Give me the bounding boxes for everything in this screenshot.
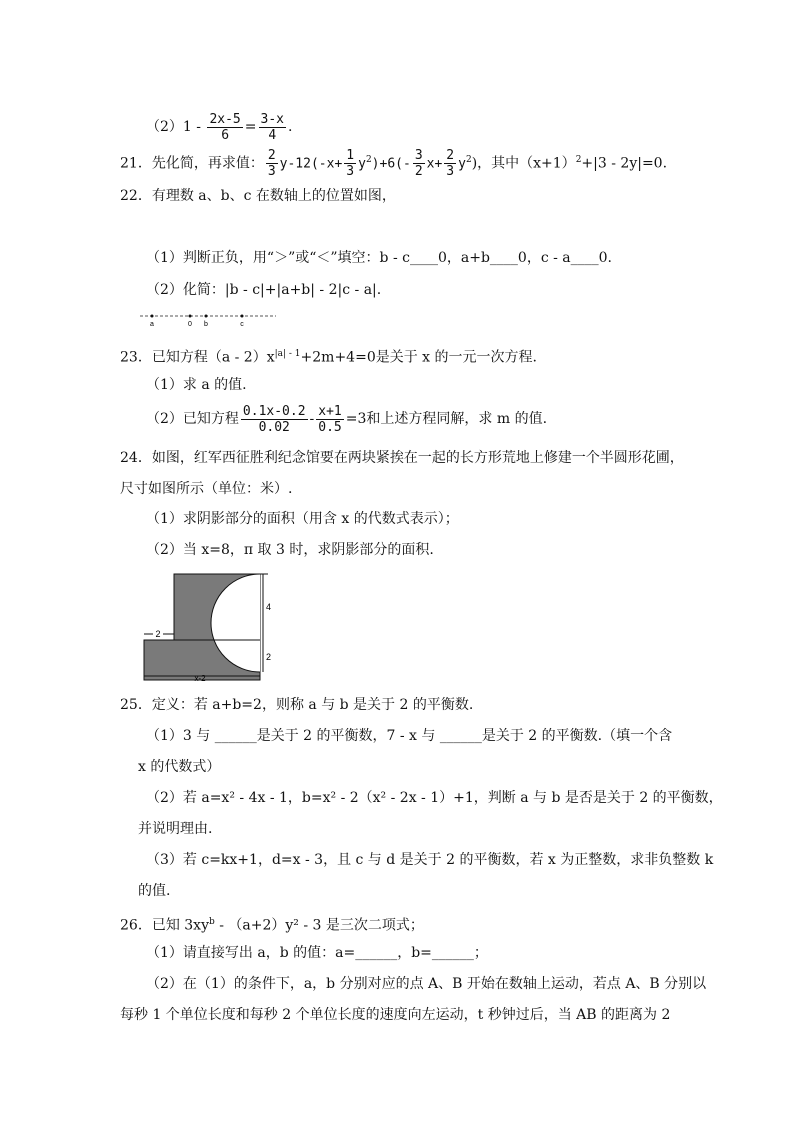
q25-line6: （3）若 c=kx+1，d=x - 3，且 c 与 d 是关于 2 的平衡数，若 x 为正整数，求非负整数 k bbox=[146, 852, 714, 868]
dim-label-bottom-right: 2 bbox=[266, 652, 272, 662]
axis-label-c: c bbox=[240, 321, 244, 328]
number-line-figure bbox=[138, 308, 278, 330]
q23-part1: （1）求 a 的值. bbox=[146, 377, 247, 393]
q26-line2: （1）请直接写出 a，b 的值：a=______，b=______； bbox=[146, 945, 488, 961]
q22-part1: （1）判断正负，用“＞”或“＜”填空：b - c____0，a+b____0，c - a____0. bbox=[146, 250, 612, 266]
q24-part1: （1）求阴影部分的面积（用含 x 的代数式表示）； bbox=[146, 511, 459, 527]
q22-part2: （2）化简：|b - c|+|a+b| - 2|c - a|. bbox=[146, 282, 382, 298]
dim-label-bottom: x-2 bbox=[194, 674, 206, 683]
q25-line3: x 的代数式） bbox=[138, 759, 221, 775]
q26-line4: 每秒 1 个单位长度和每秒 2 个单位长度的速度向左运动，t 秒钟过后，当 AB 的距离为 2 bbox=[120, 1007, 671, 1023]
q23-title: 23．已知方程$(a - 2)x^{|a| - 1}+2m+4=0$是关于 x 的一元一次方程. bbox=[120, 349, 537, 366]
fraction: $\frac{3-x}{4}$ bbox=[260, 111, 284, 143]
garden-figure bbox=[140, 568, 270, 682]
q25-line4: （2）若 a=x² - 4x - 1，b=x² - 2（x² - 2x - 1）+1，判断 a 与 b 是否是关于 2 的平衡数， bbox=[146, 790, 723, 806]
fraction: $\frac{2x-5}{6}$ bbox=[209, 111, 241, 143]
axis-label-a: a bbox=[150, 321, 154, 328]
q26-line3: （2）在（1）的条件下，a，b 分别对应的点 A、B 开始在数轴上运动，若点 A、B 分别以 bbox=[146, 976, 707, 992]
q25-line2: （1）3 与 ______是关于 2 的平衡数，7 - x 与 ______是关于 2 的平衡数.（填一个含 bbox=[146, 728, 673, 744]
q24-part2: （2）当 x=8，π 取 3 时，求阴影部分的面积. bbox=[146, 542, 434, 558]
q23-part2: （2）已知方程 $\frac{0.1x-0.2}{0.02}$ - $\frac{x+1}{0.5}$ =3和上述方程同解，求 m 的值. bbox=[146, 403, 548, 435]
q24-line1: 24．如图，红军西征胜利纪念馆要在两块紧挨在一起的长方形荒地上修建一个半圆形花圃， bbox=[120, 450, 684, 466]
dim-label-left: 2 bbox=[155, 629, 161, 639]
q25-line1: 25．定义：若 a+b=2，则称 a 与 b 是关于 2 的平衡数. bbox=[120, 697, 474, 713]
q24-line2: 尺寸如图所示（单位：米）. bbox=[120, 481, 293, 497]
q25-line7: 的值. bbox=[138, 883, 171, 899]
q25-line5: 并说明理由. bbox=[138, 821, 213, 837]
q22-title: 22．有理数 a、b、c 在数轴上的位置如图， bbox=[120, 188, 396, 204]
axis-label-b: b bbox=[204, 321, 208, 328]
dim-label-top-right: 4 bbox=[266, 602, 272, 612]
axis-label-0: 0 bbox=[188, 321, 192, 328]
q26-line1: 26．已知 $3xy^b - (a+2)y^2 - 3$ 是三次二项式； bbox=[120, 917, 424, 934]
q20-part2: （2）1 - $\frac{2x-5}{6}$ = $\frac{3-x}{4}$ . bbox=[146, 111, 293, 143]
q21: 21．先化简，再求值： $\frac{2}{3}$ y-12(-x+ $\frac{1}{3}$ $y^2)+6(-$ $\frac{3}{2}$ x+ $\frac{2}{3}$ $y^2$)，其中$(x+1)^2+|3 - 2y|=0$. bbox=[120, 148, 668, 180]
